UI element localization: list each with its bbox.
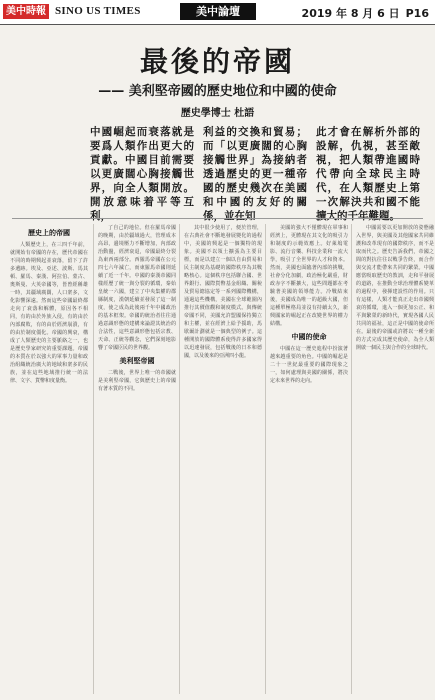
- column-rule-2: [179, 224, 180, 694]
- page-number: P16: [405, 7, 429, 20]
- lead-paragraph-2: 利益的交換和貿易；而「以更廣闊的心胸接觸世界」為接納者透過歷史的更一種帝國的歷史幾次在美國和中國的友好的關係，並在知: [203, 126, 307, 222]
- section-label: 美中論壇: [180, 3, 256, 20]
- lead-divider: [12, 218, 423, 219]
- issue-date: [296, 5, 429, 21]
- column-rule-3: [265, 224, 266, 694]
- body-column-4: 美國的強大不僅體現在軍事和經濟上，更體現在其文化的吸引力和制度的示範效應上。好萊塢電影、流行音樂、科技企業和一流大學，吸引了全世界的人才和資本。然而，美國也面臨著內部的挑戰，社會分化加劇，政治極化嚴重，財政赤字不斷擴大，這些問題都在考驗著美國的領導能力。冷戰結束後，美國成為唯一的超級大國，但這種單極格局並沒有持續太久，新興國家的崛起正在改變世界的權力結構。 中國的使命 中國在這一歷史進程中扮演著越來越重要的角色。中國的崛起是二十一世紀最重要的國際現象之一，如何處理與美國的關係，將決定未來世界的走向。: [270, 225, 348, 384]
- column-rule-1: [93, 224, 94, 694]
- body-column-5: 中國需要以更加開放的姿態融入世界，與美國及其他國家共同維護和改革現有的國際秩序，而不是取而代之。歷史告訴我們，帝國之間的對抗往往以戰爭告終，而合作與交流才能帶來共同的繁榮。中國應當吸取歷史的教訓，走和平發展的道路，在推動全球治理體系變革的過程中，發揮建設性的作用。只有這樣，人類才能真正走出帝國興衰的循環，進入一個更加公正、和平與繁榮的新時代，實現各國人民共同的福祉，這正是中國的使命所在。最後的帝國或許將以一種全新的方式完成其歷史使命，為全人類開啟一個民主與合作的全球時代。: [356, 225, 434, 351]
- body-column-2: 了自己的地位。但在羅馬帝國的晚期，由於疆域過大，管理成本高昂，邊境壓力不斷增加，內部政治動盪，經濟衰退，帝國最終分裂為東西兩部分。西羅馬帝國在公元四七六年滅亡，而東羅馬帝國則延續了近一千年。中國的秦漢帝國同樣經歷了統一與分裂的循環，秦始皇統一六國，建立了中央集權的郡縣制度，漢朝延續並發展了這一制度，使之成為此後兩千年中國政治的基本框架。帝國的統治者往往通過意識形態的建構來論證其統治的合法性，這些意識形態包括宗教、天命、正統等觀念，它們深刻地影響了帝國臣民的世界觀。 美利堅帝國 二戰後，世界上唯一的帝國就是美利堅帝國，它與歷史上的帝國有著本質的不同。: [98, 225, 176, 392]
- article-author: 歷史學博士 杜語: [180, 108, 255, 119]
- subhead-china-mission: 中國的使命: [291, 333, 327, 341]
- subhead-history: 歷史上的帝國: [28, 229, 70, 237]
- column-rule-4: [351, 224, 352, 694]
- lead-paragraph-3: 此才會在解析外部的設解，仇視，甚至敵視，把人類帶進國時代帶向全球民主時代，在人類歷史上第一次解決共和國不能擴大的千年難題。: [316, 126, 420, 222]
- page-header: [0, 0, 435, 25]
- body-column-3: 其中很少使用了，便於管理，在古典社會不斷地發展變化的過程中，美國的興起是一個獨特的現象。美國不以領土擴張為主要目標，而是以建立一個以自由貿易和民主制度為基礎的國際秩序為其戰略核心。這個秩序包括聯合國、世界銀行、國際貨幣基金組織、關稅及貿易總協定等一系列國際機構，通過這些機構，美國在全球範圍內推行其價值觀和制度模式。與傳統帝國不同，美國允許盟國保持獨立和主權，並在經濟上給予援助，馬歇爾計劃就是一個典型的例子。這種開放的國際體系使得許多國家得以迅速發展，包括戰後的日本和德國，以及後來的亞洲四小龍。: [184, 225, 262, 359]
- date-text: 2019 年 8 月 6 日: [301, 7, 400, 20]
- newspaper-logo: 美中時報: [3, 4, 49, 19]
- lead-paragraph-1: 中國崛起而衰落就是要爲人類作出更大的貢獻。中國目前需要以更廣闊心胸接觸世界，向全人類開放。開放意味着平等互利，: [90, 126, 194, 222]
- subhead-american-empire: 美利堅帝國: [119, 357, 155, 365]
- newspaper-name-english: SINO US TIMES: [55, 5, 141, 17]
- article-subtitle: —— 美利堅帝國的歷史地位和中國的使命: [98, 84, 337, 99]
- body-column-1: 歷史上的帝國 人類歷史上，在三四千年前，就開始有帝國的存在，歷代帝國在不同的時期興起並衰落，留下了許多遺跡。埃及、亞述、波斯、馬其頓、羅馬、秦漢、阿拉伯、蒙古、奧斯曼、大英帝國等，皆曾經稱雄一時，其疆域廣闊，人口衆多，文化影響深遠。然而這些帝國最終都走向了衰落和解體，原因各不相同，有的由於外族入侵，有的由於內部腐敗，有的由於經濟崩潰，有的由於制度僵化。帝國的興衰，構成了人類歷史的主要脈絡之一，也是歷史學家研究的重要課題。帝國的本質在於以強大的軍事力量和政治組織統治廣大的地域和衆多的民族，並在這些地域推行統一的法律、文字、貨幣和度量衡。: [10, 229, 88, 384]
- article-title: 最後的帝國: [139, 45, 295, 78]
